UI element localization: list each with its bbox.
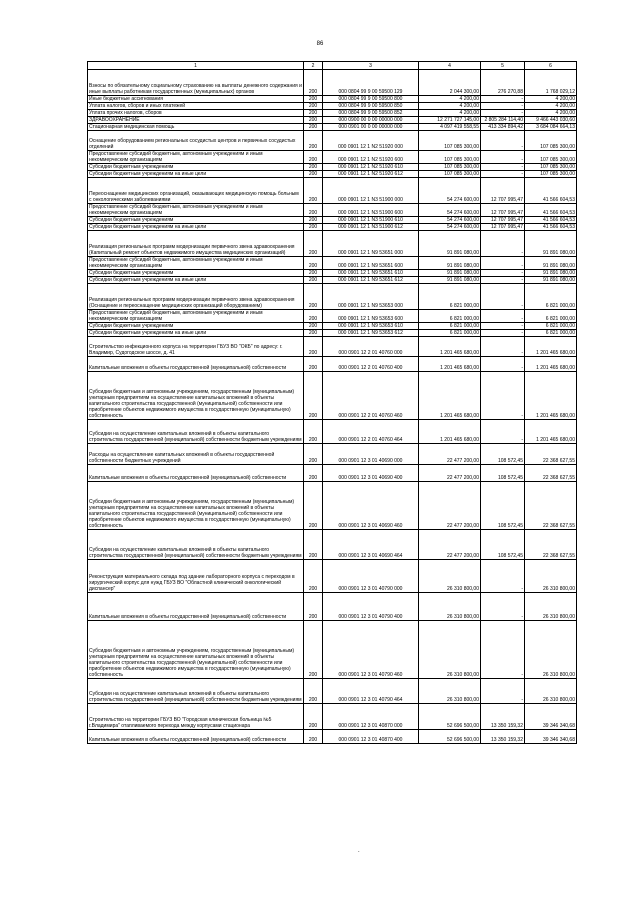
row-name-cell: Взносы по обязательному социальному страхованию на выплаты денежного содержания и иные выплаты работникам государственных (муниципальных) органов <box>88 70 304 96</box>
row-executed-cell: - <box>481 593 525 621</box>
row-approved-cell: 1 201 465 680,00 <box>419 372 481 420</box>
table-row <box>88 323 577 330</box>
row-approved-cell: 1 201 465 680,00 <box>419 357 481 372</box>
row-remaining-cell: 6 821 000,00 <box>525 330 577 337</box>
row-name-cell: Субсидии бюджетным и автономным учреждениям, государственным (муниципальным) унитарным предприятиям на осуществление капитальных вложений в объекты капитального строительства государственной (муниципальной) собственности или приобретение объектов недвижимого имущества в государственную (муниципальную) собственность <box>88 621 304 679</box>
column-header: 2 <box>304 62 323 70</box>
row-approved-cell: 54 274 600,00 <box>419 178 481 204</box>
row-budget-code-cell: 000 0901 12 1 N3 51900 610 <box>323 217 419 224</box>
row-executed-cell: 108 572,45 <box>481 444 525 465</box>
row-budget-code-cell: 000 0901 12 1 N2 51920 600 <box>323 151 419 164</box>
column-header: 5 <box>481 62 525 70</box>
row-line-code-cell: 200 <box>304 420 323 444</box>
row-remaining-cell: 1 201 465 680,00 <box>525 337 577 357</box>
row-approved-cell: 91 891 080,00 <box>419 270 481 277</box>
table-row <box>88 330 577 337</box>
row-name-cell: Иные бюджетные ассигнования <box>88 96 304 103</box>
budget-table <box>87 61 577 744</box>
row-remaining-cell: 1 201 465 680,00 <box>525 357 577 372</box>
row-remaining-cell: 26 310 800,00 <box>525 679 577 704</box>
row-line-code-cell: 200 <box>304 284 323 310</box>
row-budget-code-cell: 000 0804 99 9 00 59500 850 <box>323 103 419 110</box>
table-row <box>88 224 577 231</box>
row-approved-cell: 22 477 200,00 <box>419 482 481 530</box>
row-name-cell: Реконструкция материального склада под здание лабораторного корпуса с переходом в хирургический корпус для нужд ГБУЗ ВО "Областной клинический онкологический диспансер" <box>88 560 304 593</box>
row-remaining-cell: 26 310 800,00 <box>525 593 577 621</box>
row-executed-cell: - <box>481 560 525 593</box>
table-row <box>88 284 577 310</box>
row-budget-code-cell: 000 0901 12 2 01 40760 464 <box>323 420 419 444</box>
row-executed-cell: 12 707 995,47 <box>481 204 525 217</box>
row-budget-code-cell: 000 0901 12 3 01 40870 400 <box>323 730 419 744</box>
row-budget-code-cell: 000 0901 12 1 N9 53651 600 <box>323 257 419 270</box>
column-header: 1 <box>88 62 304 70</box>
row-name-cell: Предоставление субсидий бюджетным, автономным учреждениям и иным некоммерческим организациям <box>88 151 304 164</box>
row-approved-cell: 12 271 727 145,00 <box>419 117 481 124</box>
row-approved-cell: 1 201 465 680,00 <box>419 420 481 444</box>
row-budget-code-cell: 000 0901 12 3 01 40690 400 <box>323 465 419 482</box>
row-approved-cell: 26 310 800,00 <box>419 679 481 704</box>
row-line-code-cell: 200 <box>304 330 323 337</box>
row-line-code-cell: 200 <box>304 704 323 730</box>
row-line-code-cell: 200 <box>304 96 323 103</box>
row-approved-cell: 107 085 300,00 <box>419 151 481 164</box>
row-name-cell: Переоснащение медицинских организаций, оказывающих медицинскую помощь больным с онкологическими заболеваниями <box>88 178 304 204</box>
row-line-code-cell: 200 <box>304 224 323 231</box>
row-executed-cell: 108 572,45 <box>481 465 525 482</box>
row-approved-cell: 26 310 800,00 <box>419 593 481 621</box>
row-executed-cell: - <box>481 310 525 323</box>
row-name-cell: Субсидии бюджетным учреждениям на иные цели <box>88 330 304 337</box>
row-line-code-cell: 200 <box>304 310 323 323</box>
row-line-code-cell: 200 <box>304 372 323 420</box>
row-approved-cell: 4 200,00 <box>419 110 481 117</box>
row-name-cell: Субсидии бюджетным учреждениям на иные цели <box>88 224 304 231</box>
footer-mark: . <box>358 848 360 854</box>
row-approved-cell: 91 891 080,00 <box>419 231 481 257</box>
table-row <box>88 310 577 323</box>
row-name-cell: Оснащение оборудованием региональных сосудистых центров и первичных сосудистых отделений <box>88 131 304 151</box>
row-name-cell: Капитальные вложения в объекты государственной (муниципальной) собственности <box>88 465 304 482</box>
row-line-code-cell: 200 <box>304 323 323 330</box>
row-line-code-cell: 200 <box>304 270 323 277</box>
row-budget-code-cell: 000 0901 12 1 N9 53653 600 <box>323 310 419 323</box>
row-line-code-cell: 200 <box>304 444 323 465</box>
table-row <box>88 372 577 420</box>
row-remaining-cell: 91 891 080,00 <box>525 231 577 257</box>
row-name-cell: Капитальные вложения в объекты государственной (муниципальной) собственности <box>88 730 304 744</box>
row-name-cell: Предоставление субсидий бюджетным, автономным учреждениям и иным некоммерческим организациям <box>88 204 304 217</box>
table-row <box>88 70 577 96</box>
table-row <box>88 530 577 560</box>
row-executed-cell: - <box>481 357 525 372</box>
row-budget-code-cell: 000 0804 99 9 00 59500 852 <box>323 110 419 117</box>
row-remaining-cell: 107 085 300,00 <box>525 164 577 171</box>
page-number: 86 <box>316 41 324 47</box>
column-header: 4 <box>419 62 481 70</box>
table-row <box>88 204 577 217</box>
row-executed-cell: 413 334 894,42 <box>481 124 525 131</box>
table-row <box>88 337 577 357</box>
row-approved-cell: 26 310 800,00 <box>419 621 481 679</box>
table-row <box>88 420 577 444</box>
row-approved-cell: 6 821 000,00 <box>419 323 481 330</box>
row-line-code-cell: 200 <box>304 621 323 679</box>
row-name-cell: Предоставление субсидий бюджетным, автономным учреждениям и иным некоммерческим организациям <box>88 310 304 323</box>
row-remaining-cell: 22 368 627,55 <box>525 465 577 482</box>
row-line-code-cell: 200 <box>304 217 323 224</box>
row-line-code-cell: 200 <box>304 171 323 178</box>
row-remaining-cell: 41 566 604,53 <box>525 224 577 231</box>
row-executed-cell: 108 572,45 <box>481 530 525 560</box>
table-row <box>88 357 577 372</box>
row-line-code-cell: 200 <box>304 103 323 110</box>
table-row <box>88 277 577 284</box>
row-name-cell: Субсидии бюджетным учреждениям <box>88 323 304 330</box>
table-row <box>88 164 577 171</box>
row-name-cell: Реализация региональных программ модернизации первичного звена здравоохранения (Оснащение и переоснащение медицинских организаций оборудованием) <box>88 284 304 310</box>
table-row <box>88 96 577 103</box>
row-line-code-cell: 200 <box>304 482 323 530</box>
row-approved-cell: 1 201 465 680,00 <box>419 337 481 357</box>
row-remaining-cell: 6 821 000,00 <box>525 323 577 330</box>
row-name-cell: Расходы на осуществление капитальных вложений в объекты государственной собственности бюджетных учреждений <box>88 444 304 465</box>
row-budget-code-cell: 000 0901 12 1 N2 51920 610 <box>323 164 419 171</box>
row-executed-cell: - <box>481 131 525 151</box>
row-budget-code-cell: 000 0901 12 3 01 40790 000 <box>323 560 419 593</box>
row-executed-cell: - <box>481 679 525 704</box>
row-executed-cell: - <box>481 621 525 679</box>
row-remaining-cell: 1 768 029,12 <box>525 70 577 96</box>
table-row <box>88 217 577 224</box>
row-executed-cell: - <box>481 372 525 420</box>
row-name-cell: Капитальные вложения в объекты государственной (муниципальной) собственности <box>88 357 304 372</box>
row-executed-cell: - <box>481 337 525 357</box>
table-header-row <box>88 62 577 70</box>
row-executed-cell: 13 350 159,32 <box>481 730 525 744</box>
row-name-cell: Строительство инфекционного корпуса на территории ГБУЗ ВО "ОКБ" по адресу: г. Владимир, Судогодское шоссе, д. 41 <box>88 337 304 357</box>
row-budget-code-cell: 000 0804 99 9 00 59500 800 <box>323 96 419 103</box>
row-remaining-cell: 22 368 627,55 <box>525 530 577 560</box>
table-row <box>88 131 577 151</box>
row-executed-cell: 12 707 995,47 <box>481 217 525 224</box>
row-line-code-cell: 200 <box>304 560 323 593</box>
row-name-cell: Субсидии на осуществление капитальных вложений в объекты капитального строительства государственной (муниципальной) собственности бюджетным учреждениям <box>88 679 304 704</box>
row-remaining-cell: 26 310 800,00 <box>525 621 577 679</box>
row-budget-code-cell: 000 0901 12 1 N3 51900 000 <box>323 178 419 204</box>
row-executed-cell: - <box>481 96 525 103</box>
row-name-cell: Субсидии бюджетным и автономным учреждениям, государственным (муниципальным) унитарным предприятиям на осуществление капитальных вложений в объекты капитального строительства государственной (муниципальной) собственности или приобретение объектов недвижимого имущества в государственную (муниципальную) собственность <box>88 482 304 530</box>
row-budget-code-cell: 000 0901 12 1 N3 51900 612 <box>323 224 419 231</box>
row-line-code-cell: 200 <box>304 593 323 621</box>
row-remaining-cell: 1 201 465 680,00 <box>525 420 577 444</box>
row-executed-cell: - <box>481 151 525 164</box>
table-row <box>88 465 577 482</box>
row-line-code-cell: 200 <box>304 337 323 357</box>
row-remaining-cell: 6 821 000,00 <box>525 310 577 323</box>
table-row <box>88 482 577 530</box>
row-approved-cell: 54 274 600,00 <box>419 204 481 217</box>
row-remaining-cell: 41 566 604,53 <box>525 217 577 224</box>
row-executed-cell: - <box>481 103 525 110</box>
row-budget-code-cell: 000 0901 12 1 N9 53651 000 <box>323 231 419 257</box>
row-approved-cell: 54 274 600,00 <box>419 217 481 224</box>
row-name-cell: Субсидии бюджетным и автономным учреждениям, государственным (муниципальным) унитарным предприятиям на осуществление капитальных вложений в объекты капитального строительства государственной (муниципальной) собственности или приобретение объектов недвижимого имущества в государственную (муниципальную) собственность <box>88 372 304 420</box>
column-header: 3 <box>323 62 419 70</box>
row-line-code-cell: 200 <box>304 178 323 204</box>
row-line-code-cell: 200 <box>304 530 323 560</box>
row-budget-code-cell: 000 0901 12 1 N9 53653 612 <box>323 330 419 337</box>
row-remaining-cell: 9 466 443 030,60 <box>525 117 577 124</box>
row-approved-cell: 91 891 080,00 <box>419 277 481 284</box>
row-line-code-cell: 200 <box>304 231 323 257</box>
row-executed-cell: - <box>481 420 525 444</box>
row-remaining-cell: 91 891 080,00 <box>525 270 577 277</box>
row-approved-cell: 107 085 300,00 <box>419 171 481 178</box>
row-remaining-cell: 107 085 300,00 <box>525 171 577 178</box>
table-row <box>88 103 577 110</box>
row-line-code-cell: 200 <box>304 151 323 164</box>
row-executed-cell: 108 572,45 <box>481 482 525 530</box>
row-approved-cell: 26 310 800,00 <box>419 560 481 593</box>
row-approved-cell: 107 085 300,00 <box>419 131 481 151</box>
row-line-code-cell: 200 <box>304 164 323 171</box>
row-remaining-cell: 91 891 080,00 <box>525 277 577 284</box>
row-remaining-cell: 91 891 080,00 <box>525 257 577 270</box>
row-remaining-cell: 1 201 465 680,00 <box>525 372 577 420</box>
row-executed-cell: - <box>481 270 525 277</box>
row-executed-cell: 12 707 995,47 <box>481 224 525 231</box>
row-budget-code-cell: 000 0901 12 1 N2 51920 000 <box>323 131 419 151</box>
row-remaining-cell: 4 200,00 <box>525 96 577 103</box>
row-approved-cell: 52 696 500,00 <box>419 704 481 730</box>
row-line-code-cell: 200 <box>304 277 323 284</box>
row-name-cell: Субсидии бюджетным учреждениям <box>88 164 304 171</box>
row-executed-cell: - <box>481 330 525 337</box>
row-budget-code-cell: 000 0901 12 3 01 40690 000 <box>323 444 419 465</box>
row-executed-cell: - <box>481 277 525 284</box>
row-remaining-cell: 6 821 000,00 <box>525 284 577 310</box>
row-budget-code-cell: 000 0901 12 1 N9 53653 000 <box>323 284 419 310</box>
row-name-cell: Субсидии бюджетным учреждениям на иные цели <box>88 171 304 178</box>
row-executed-cell: 2 805 284 114,40 <box>481 117 525 124</box>
table-row <box>88 704 577 730</box>
row-name-cell: Субсидии бюджетным учреждениям <box>88 270 304 277</box>
row-budget-code-cell: 000 0901 12 2 01 40760 460 <box>323 372 419 420</box>
row-approved-cell: 22 477 200,00 <box>419 530 481 560</box>
row-name-cell: Субсидии бюджетным учреждениям на иные цели <box>88 277 304 284</box>
row-executed-cell: - <box>481 323 525 330</box>
row-remaining-cell: 3 684 084 664,13 <box>525 124 577 131</box>
row-budget-code-cell: 000 0901 12 2 01 40760 400 <box>323 357 419 372</box>
row-approved-cell: 107 085 300,00 <box>419 164 481 171</box>
row-line-code-cell: 200 <box>304 730 323 744</box>
row-budget-code-cell: 000 0901 12 1 N9 53651 610 <box>323 270 419 277</box>
row-name-cell: Субсидии на осуществление капитальных вложений в объекты капитального строительства государственной (муниципальной) собственности бюджетным учреждениям <box>88 420 304 444</box>
table-row <box>88 124 577 131</box>
row-line-code-cell: 200 <box>304 357 323 372</box>
table-row <box>88 117 577 124</box>
row-executed-cell: 13 350 159,32 <box>481 704 525 730</box>
row-line-code-cell: 200 <box>304 679 323 704</box>
row-budget-code-cell: 000 0901 12 3 01 40790 400 <box>323 593 419 621</box>
table-row <box>88 621 577 679</box>
row-approved-cell: 2 044 300,00 <box>419 70 481 96</box>
row-budget-code-cell: 000 0901 12 2 01 40760 000 <box>323 337 419 357</box>
row-line-code-cell: 200 <box>304 70 323 96</box>
table-row <box>88 679 577 704</box>
row-remaining-cell: 107 085 300,00 <box>525 131 577 151</box>
row-line-code-cell: 200 <box>304 110 323 117</box>
row-executed-cell: 12 707 995,47 <box>481 178 525 204</box>
row-name-cell: Субсидии бюджетным учреждениям <box>88 217 304 224</box>
row-executed-cell: - <box>481 231 525 257</box>
row-executed-cell: - <box>481 171 525 178</box>
table-row <box>88 171 577 178</box>
row-remaining-cell: 39 346 340,68 <box>525 704 577 730</box>
row-line-code-cell: 200 <box>304 117 323 124</box>
table-row <box>88 270 577 277</box>
row-remaining-cell: 41 566 604,53 <box>525 204 577 217</box>
column-header: 6 <box>525 62 577 70</box>
row-budget-code-cell: 000 0901 12 3 01 40870 000 <box>323 704 419 730</box>
table-body <box>88 70 577 744</box>
row-budget-code-cell: 000 0901 12 1 N9 53651 612 <box>323 277 419 284</box>
row-approved-cell: 4 200,00 <box>419 96 481 103</box>
row-budget-code-cell: 000 0901 12 1 N3 51900 600 <box>323 204 419 217</box>
row-remaining-cell: 4 200,00 <box>525 103 577 110</box>
row-approved-cell: 6 821 000,00 <box>419 310 481 323</box>
table-row <box>88 730 577 744</box>
row-line-code-cell: 200 <box>304 465 323 482</box>
table-row <box>88 560 577 593</box>
row-approved-cell: 54 274 600,00 <box>419 224 481 231</box>
row-executed-cell: - <box>481 110 525 117</box>
row-name-cell: Стационарная медицинская помощь <box>88 124 304 131</box>
row-name-cell: Реализация региональных программ модернизации первичного звена здравоохранения (Капитальный ремонт объектов недвижимого имущества медицинских организаций) <box>88 231 304 257</box>
row-remaining-cell: 22 368 627,55 <box>525 482 577 530</box>
row-name-cell: Строительство на территории ГБУЗ ВО "Городская клиническая больница №5 г.Владимира" отапливаемого перехода между корпусами стационара <box>88 704 304 730</box>
row-budget-code-cell: 000 0901 12 3 01 40690 464 <box>323 530 419 560</box>
row-budget-code-cell: 000 0901 12 1 N9 53653 610 <box>323 323 419 330</box>
row-approved-cell: 6 821 000,00 <box>419 330 481 337</box>
row-remaining-cell: 26 310 800,00 <box>525 560 577 593</box>
row-budget-code-cell: 000 0901 12 3 01 40790 460 <box>323 621 419 679</box>
table-row <box>88 178 577 204</box>
row-approved-cell: 4 200,00 <box>419 103 481 110</box>
row-name-cell: Капитальные вложения в объекты государственной (муниципальной) собственности <box>88 593 304 621</box>
row-approved-cell: 22 477 200,00 <box>419 444 481 465</box>
row-budget-code-cell: 000 0901 00 0 00 00000 000 <box>323 124 419 131</box>
row-budget-code-cell: 000 0901 12 3 01 40790 464 <box>323 679 419 704</box>
row-remaining-cell: 107 085 300,00 <box>525 151 577 164</box>
row-line-code-cell: 200 <box>304 131 323 151</box>
table-row <box>88 151 577 164</box>
row-executed-cell: - <box>481 284 525 310</box>
row-budget-code-cell: 000 0900 00 0 00 00000 000 <box>323 117 419 124</box>
table-row <box>88 110 577 117</box>
row-approved-cell: 52 696 500,00 <box>419 730 481 744</box>
row-approved-cell: 6 821 000,00 <box>419 284 481 310</box>
row-remaining-cell: 39 346 340,68 <box>525 730 577 744</box>
row-line-code-cell: 200 <box>304 204 323 217</box>
row-approved-cell: 22 477 200,00 <box>419 465 481 482</box>
row-budget-code-cell: 000 0901 12 1 N2 51920 612 <box>323 171 419 178</box>
table-row <box>88 444 577 465</box>
row-name-cell: Предоставление субсидий бюджетным, автономным учреждениям и иным некоммерческим организациям <box>88 257 304 270</box>
table-row <box>88 593 577 621</box>
row-remaining-cell: 41 566 604,53 <box>525 178 577 204</box>
row-executed-cell: 276 270,88 <box>481 70 525 96</box>
table-row <box>88 231 577 257</box>
row-name-cell: ЗДРАВООХРАНЕНИЕ <box>88 117 304 124</box>
row-executed-cell: - <box>481 257 525 270</box>
row-approved-cell: 91 891 080,00 <box>419 257 481 270</box>
row-name-cell: Уплата налогов, сборов и иных платежей <box>88 103 304 110</box>
table-row <box>88 257 577 270</box>
row-name-cell: Уплата прочих налогов, сборов <box>88 110 304 117</box>
row-executed-cell: - <box>481 164 525 171</box>
row-remaining-cell: 22 368 627,55 <box>525 444 577 465</box>
row-name-cell: Субсидии на осуществление капитальных вложений в объекты капитального строительства государственной (муниципальной) собственности бюджетным учреждениям <box>88 530 304 560</box>
row-line-code-cell: 200 <box>304 124 323 131</box>
row-budget-code-cell: 000 0901 12 3 01 40690 460 <box>323 482 419 530</box>
row-budget-code-cell: 000 0804 99 9 00 59500 129 <box>323 70 419 96</box>
row-line-code-cell: 200 <box>304 257 323 270</box>
row-approved-cell: 4 097 419 558,55 <box>419 124 481 131</box>
row-remaining-cell: 4 200,00 <box>525 110 577 117</box>
